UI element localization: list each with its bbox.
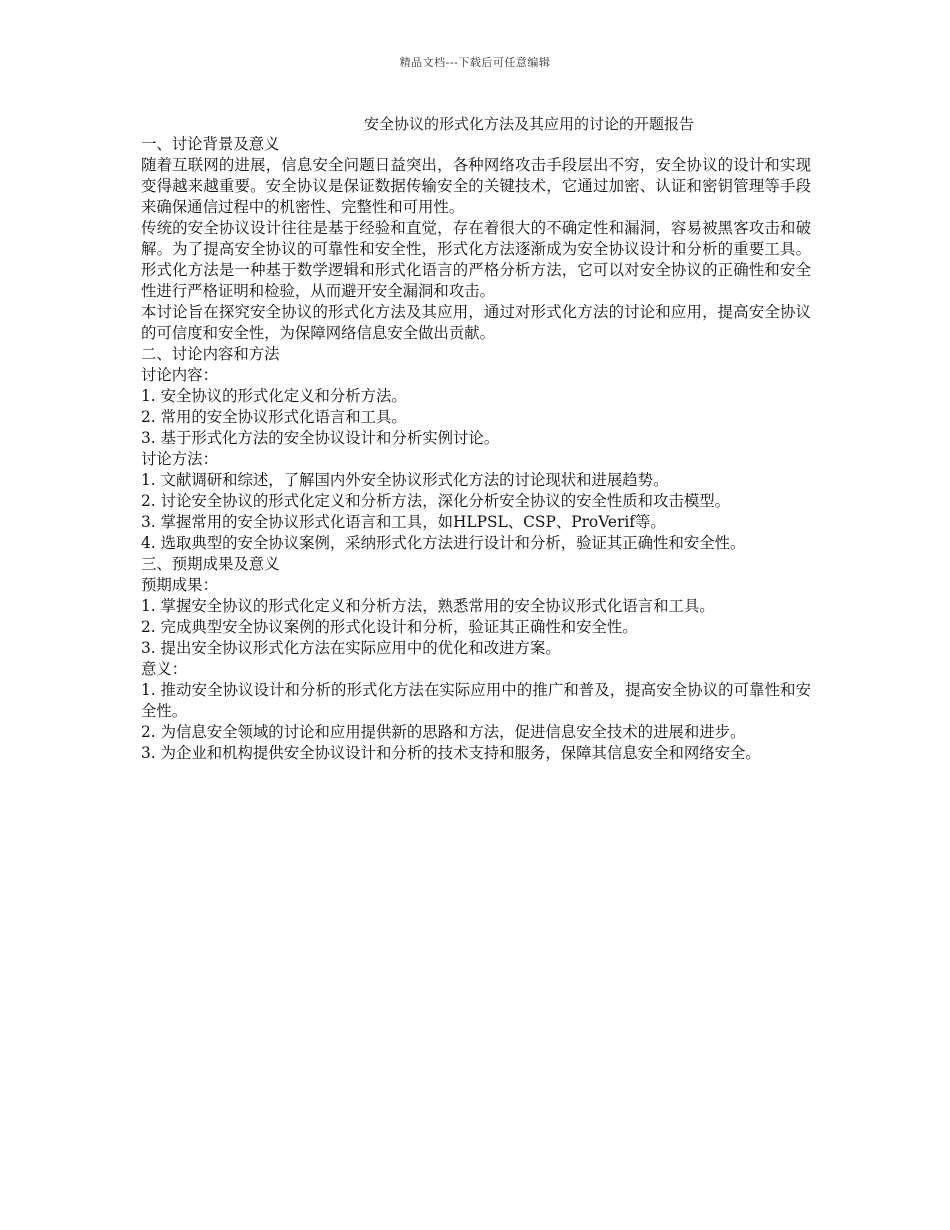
section-heading-results: 三、预期成果及意义 — [141, 555, 280, 573]
list-item-content-3: 3. 基于形式化方法的安全协议设计和分析实例讨论。 — [141, 429, 500, 447]
list-item-significance-1: 1. 推动安全协议设计和分析的形式化方法在实际应用中的推广和普及，提高安全协议的可靠性和安全性。 — [141, 681, 811, 720]
list-item-method-2: 2. 讨论安全协议的形式化定义和分析方法，深化分析安全协议的安全性质和攻击模型。 — [141, 492, 731, 510]
list-item-method-1: 1. 文献调研和综述，了解国内外安全协议形式化方法的讨论现状和进展趋势。 — [141, 471, 669, 489]
list-item-significance-2: 2. 为信息安全领域的讨论和应用提供新的思路和方法，促进信息安全技术的进展和进步。 — [141, 723, 746, 741]
paragraph-background-3: 本讨论旨在探究安全协议的形式化方法及其应用，通过对形式化方法的讨论和应用，提高安全协议的可信度和安全性，为保障网络信息安全做出贡献。 — [141, 303, 811, 342]
label-research-method: 讨论方法： — [141, 450, 218, 468]
section-heading-background: 一、讨论背景及意义 — [141, 135, 280, 153]
list-item-method-4: 4. 选取典型的安全协议案例，采纳形式化方法进行设计和分析，验证其正确性和安全性。 — [141, 534, 746, 552]
list-item-result-2: 2. 完成典型安全协议案例的形式化设计和分析，验证其正确性和安全性。 — [141, 618, 638, 636]
list-item-content-1: 1. 安全协议的形式化定义和分析方法。 — [141, 387, 407, 405]
list-item-result-3: 3. 提出安全协议形式化方法在实际应用中的优化和改进方案。 — [141, 639, 561, 657]
section-heading-content-method: 二、讨论内容和方法 — [141, 345, 280, 363]
label-significance: 意义： — [141, 660, 188, 678]
list-item-content-2: 2. 常用的安全协议形式化语言和工具。 — [141, 408, 407, 426]
list-item-significance-3: 3. 为企业和机构提供安全协议设计和分析的技术支持和服务，保障其信息安全和网络安全。 — [141, 744, 761, 762]
document-title: 安全协议的形式化方法及其应用的讨论的开题报告 — [364, 115, 695, 133]
document-body — [141, 134, 811, 764]
label-research-content: 讨论内容： — [141, 366, 218, 384]
list-item-method-3: 3. 掌握常用的安全协议形式化语言和工具，如HLPSL、CSP、ProVerif等。 — [141, 513, 666, 531]
label-expected-results: 预期成果： — [141, 576, 218, 594]
paragraph-background-2: 传统的安全协议设计往往是基于经验和直觉，存在着很大的不确定性和漏洞，容易被黑客攻击和破解。为了提高安全协议的可靠性和安全性，形式化方法逐渐成为安全协议设计和分析的重要工具。形式化方法是一种基于数学逻辑和形式化语言的严格分析方法，它可以对安全协议的正确性和安全性进行严格证明和检验，从而避开安全漏洞和攻击。 — [141, 219, 811, 300]
list-item-result-1: 1. 掌握安全协议的形式化定义和分析方法，熟悉常用的安全协议形式化语言和工具。 — [141, 597, 715, 615]
paragraph-background-1: 随着互联网的进展，信息安全问题日益突出，各种网络攻击手段层出不穷，安全协议的设计和实现变得越来越重要。安全协议是保证数据传输安全的关键技术，它通过加密、认证和密钥管理等手段来确保通信过程中的机密性、完整性和可用性。 — [141, 156, 811, 216]
page-header: 精品文档---下载后可任意编辑 — [399, 56, 551, 69]
